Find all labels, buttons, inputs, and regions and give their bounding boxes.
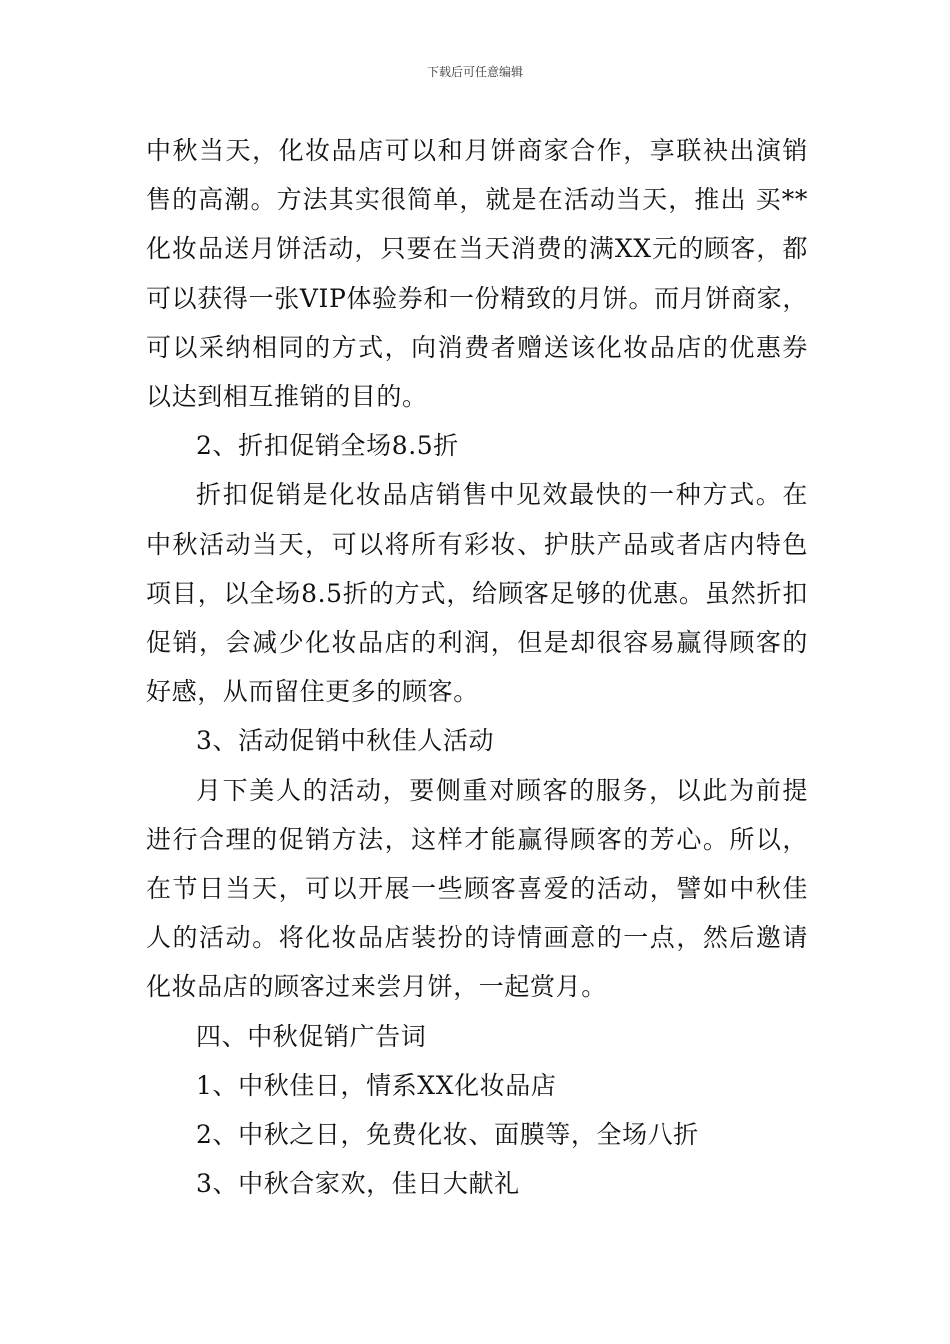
paragraph-discount-promotion: 折扣促销是化妆品店销售中见效最快的一种方式。在中秋活动当天，可以将所有彩妆、护肤产品或者店内特色项目，以全场8.5折的方式，给顾客足够的优惠。虽然折扣促销，会减少化妆品店的利润，但是却很容易赢得顾客的好感，从而留住更多的顾客。	[146, 480, 808, 707]
slogan-item-3: 3、中秋合家欢，佳日大献礼	[196, 1169, 520, 1199]
heading-ad-slogans: 四、中秋促销广告词	[196, 1021, 427, 1051]
paragraph-cosmetics-mooncake-cooperation: 中秋当天，化妆品店可以和月饼商家合作，享联袂出演销售的高潮。方法其实很简单，就是在活动当天，推出 买**化妆品送月饼活动，只要在当天消费的满XX元的顾客，都可以获得一张VIP体验券和一份精致的月饼。而月饼商家，可以采纳相同的方式，向消费者赠送该化妆品店的优惠券以达到相互推销的目的。	[146, 136, 808, 412]
document-body	[146, 126, 808, 1208]
heading-discount-promotion: 2、折扣促销全场8.5折	[196, 431, 459, 461]
paragraph-activity-promotion: 月下美人的活动，要侧重对顾客的服务，以此为前提进行合理的促销方法，这样才能赢得顾客的芳心。所以，在节日当天，可以开展一些顾客喜爱的活动，譬如中秋佳人的活动。将化妆品店装扮的诗情画意的一点，然后邀请化妆品店的顾客过来尝月饼，一起赏月。	[146, 775, 808, 1002]
slogan-item-1: 1、中秋佳日，情系XX化妆品店	[196, 1070, 557, 1100]
page-header-note: 下载后可任意编辑	[426, 65, 523, 79]
slogan-item-2: 2、中秋之日，免费化妆、面膜等，全场八折	[196, 1120, 699, 1150]
heading-activity-promotion: 3、活动促销中秋佳人活动	[196, 726, 495, 756]
